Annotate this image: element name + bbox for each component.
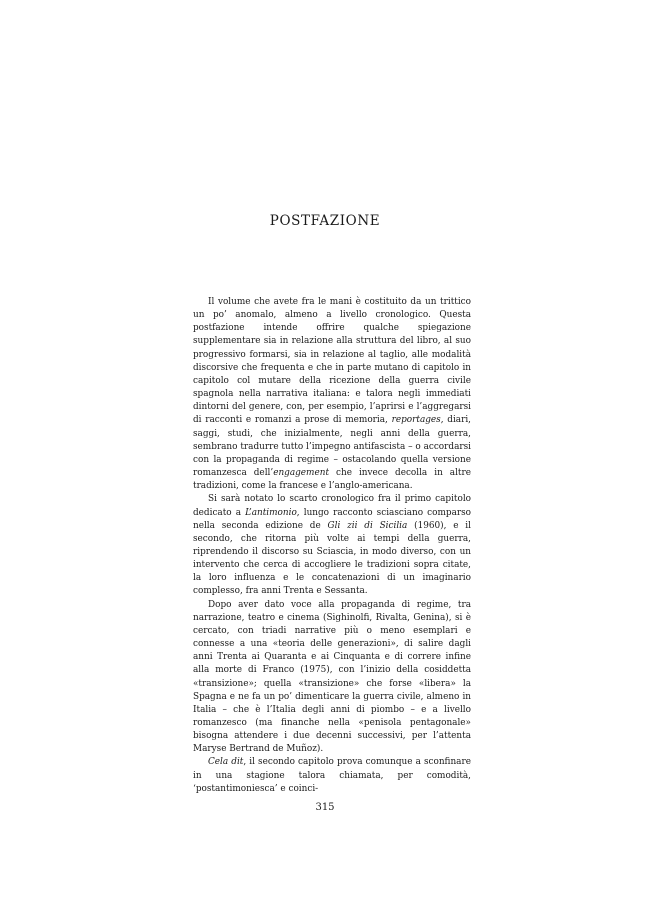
italic-run: L’antimonio xyxy=(245,507,297,518)
italic-run: Gli zii di Sicilia xyxy=(327,520,408,531)
body-text xyxy=(193,296,471,796)
text-run: , il secondo capitolo prova comunque a sconfinare in una stagione talora chiamata, per comodità, ‘postantimoniesca’ e coinci- xyxy=(193,757,471,794)
paragraph xyxy=(193,493,471,598)
text-run: (1960), e il secondo, che ritorna più volte ai tempi della guerra, riprendendo il discorso su Sciascia, in modo diverso, con un intervento che cerca di accogliere le tradizioni sopra citate, la loro influenza e le concatenazioni di un imaginario complesso, fra anni Trenta e Sessanta. xyxy=(193,520,471,597)
paragraph xyxy=(193,756,471,795)
text-run: che invece decolla in altre tradizioni, come la francese e l’anglo-americana. xyxy=(193,468,471,492)
paragraph xyxy=(193,296,471,493)
text-run: , lungo racconto sciasciano comparso nella seconda edizione de xyxy=(193,507,471,531)
text-run: , diari, saggi, studi, che inizialmente, negli anni della guerra, sembrano tradurre tutto l’impegno antifascista – o accordarsi con la propaganda di regime – ostacolando quella versione romanzesca dell’ xyxy=(193,415,472,479)
italic-run: reportages xyxy=(391,415,441,426)
page-number: 315 xyxy=(315,802,335,813)
text-run: Dopo aver dato voce alla propaganda di regime, tra narrazione, teatro e cinema (Sighinolfi, Rivalta, Genina), si è cercato, con triadi narrative più o meno esemplari e connesse a una «teoria delle generazioni», di salire dagli anni Trenta ai Quaranta e ai Cinquanta e di correre infine alla morte di Franco (1975), con l’inizio della cosiddetta «transizione»; quella «transizione» che forse «libera» la Spagna e ne fa un po’ dimenticare la guerra civile, almeno in Italia – che è l’Italia degli anni di piombo – e a livello romanzesco (ma finanche nella «penisola pentagonale» bisogna attendere i due decenni successivi, per l’attenta Maryse Bertrand de Muñoz). xyxy=(193,599,471,755)
paragraph xyxy=(193,599,471,757)
italic-run: engagement xyxy=(273,468,330,479)
italic-run: Cela dit xyxy=(208,757,244,768)
page-heading: POSTFAZIONE xyxy=(269,213,381,229)
text-run: Si sarà notato lo scarto cronologico fra il primo capitolo dedicato a xyxy=(193,494,471,518)
text-run: Il volume che avete fra le mani è costituito da un trittico un po’ anomalo, almeno a livello cronologico. Questa postfazione intende offrire qualche spiegazione supplementare sia in relazione alla struttura del libro, al suo progressivo formarsi, sia in relazione al taglio, alle modalità discorsive che frequenta e che in parte mutano di capitolo in capitolo col mutare della ricezione della guerra civile spagnola nella narrativa italiana: e talora negli immediati dintorni del genere, con, per esempio, l’aprirsi e l’aggregarsi di racconti e romanzi a prose di memoria, xyxy=(193,297,471,426)
